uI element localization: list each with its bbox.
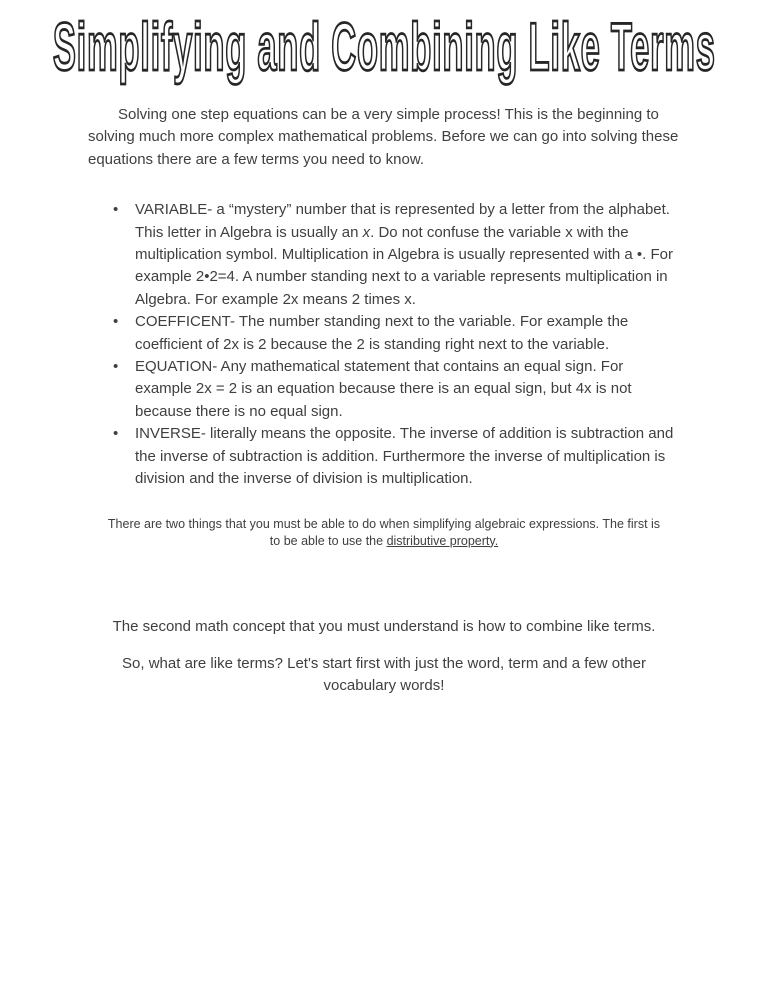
text-run: . Do not confuse the variable x with the multiplication symbol. Multiplication in Algebra is usually represented with a •. For example 2•2=4. A number standing next to a variable represents multiplication in Algebra. For example 2x means 2 times x.: [135, 223, 673, 308]
list-item-text: [135, 311, 680, 356]
closing-paragraph-1: The second math concept that you must understand is how to combine like terms.: [112, 617, 656, 635]
closing-paragraph-2: So, what are like terms? Let's start first with just the word, term and a few other vocabulary words!: [122, 654, 646, 695]
list-item-equation: [113, 356, 680, 423]
bullet-icon: •: [113, 201, 119, 219]
intro-paragraph: Solving one step equations can be a very simple process! This is the beginning to solving much more complex mathematical problems. Before we can go into solving these equations there are a few terms you need to know.: [88, 106, 679, 168]
bullet-icon: •: [113, 313, 119, 331]
text-run: INVERSE- literally means the opposite. The inverse of addition is subtraction and the inverse of subtraction is addition. Furthermore the inverse of multiplication is division and the inverse of division is multiplication.: [135, 425, 674, 488]
list-item-variable: [113, 199, 680, 311]
text-run: COEFFICENT- The number standing next to the variable. For example the coefficient of 2x is 2 because the 2 is standing right next to the variable.: [135, 313, 629, 353]
text-run: There are two things that you must be able to do when simplifying algebraic expressions. The first is to be able to use the: [107, 516, 661, 548]
list-item-text: [135, 199, 680, 311]
page-title: Simplifying and Combining Like Terms: [52, 10, 716, 86]
document-body: [0, 104, 768, 698]
text-run: x: [362, 223, 371, 241]
text-run: VARIABLE- a “mystery” number that is represented by a letter from the alphabet. This letter in Algebra is usually an: [135, 201, 670, 241]
text-run: EQUATION- Any mathematical statement that contains an equal sign. For example 2x = 2 is an equation because there is an equal sign, but 4x is not because there is no equal sign.: [135, 358, 632, 420]
list-item-inverse: [113, 423, 680, 490]
terms-list: [88, 199, 680, 490]
bullet-icon: •: [113, 425, 119, 443]
list-item-text: [135, 356, 680, 423]
bullet-icon: •: [113, 358, 119, 376]
list-item-text: [135, 423, 680, 490]
note-paragraph: [104, 516, 664, 550]
text-run: distributive property.: [386, 533, 499, 548]
title-banner: [0, 0, 768, 92]
list-item-coefficent: [113, 311, 680, 356]
